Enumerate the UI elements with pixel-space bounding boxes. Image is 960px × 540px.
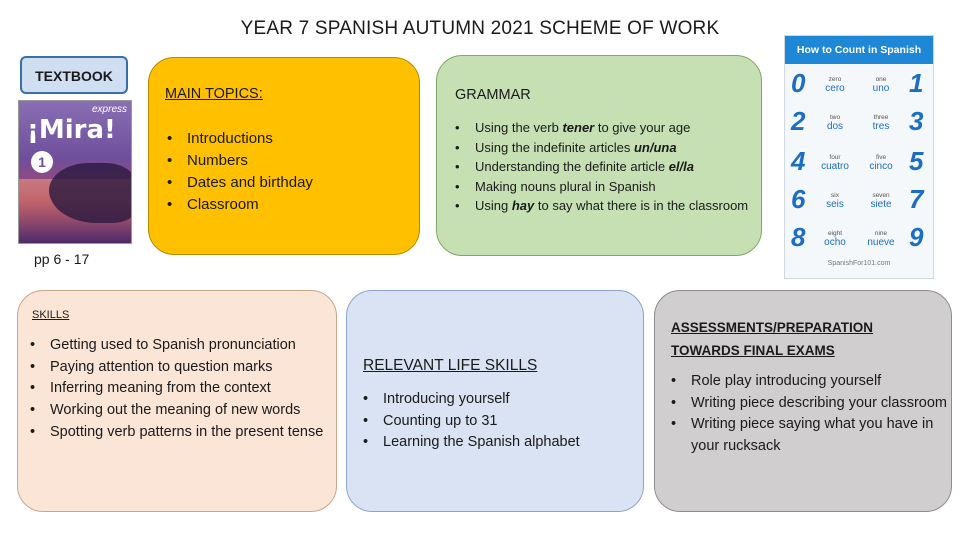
list-item: • Writing piece describing your classroom xyxy=(669,393,949,415)
poster-word-english: one xyxy=(875,76,887,83)
poster-word xyxy=(861,154,901,172)
grammar-box xyxy=(436,55,762,256)
poster-word-spanish: nueve xyxy=(867,237,895,248)
list-item: • Using the indefinite articles un/una xyxy=(453,138,753,158)
poster-word-english: zero xyxy=(828,76,842,83)
poster-digit: 9 xyxy=(909,222,924,252)
poster-digit: 0 xyxy=(791,68,806,98)
poster-word-spanish: dos xyxy=(826,121,844,132)
cover-badge: express xyxy=(91,104,127,115)
list-item: • Role play introducing yourself xyxy=(669,371,949,393)
cover-number: 1 xyxy=(31,151,53,173)
poster-word-spanish: cinco xyxy=(869,161,893,172)
page-range: pp 6 - 17 xyxy=(34,251,90,267)
poster-word xyxy=(815,154,855,172)
counting-poster xyxy=(784,35,934,279)
page-title: YEAR 7 SPANISH AUTUMN 2021 SCHEME OF WORK xyxy=(240,18,720,39)
poster-word-spanish: cero xyxy=(825,83,845,94)
poster-word-spanish: siete xyxy=(870,199,892,210)
list-item: • Spotting verb patterns in the present tense xyxy=(28,422,328,444)
main-topics-heading: MAIN TOPICS: xyxy=(165,86,263,102)
assessments-heading: ASSESSMENTS/PREPARATION TOWARDS FINAL EXAMS xyxy=(671,320,874,358)
poster-word-spanish: uno xyxy=(872,83,890,94)
poster-digit: 2 xyxy=(791,106,806,136)
poster-word-spanish: ocho xyxy=(824,237,846,248)
main-topics-list xyxy=(165,128,313,216)
poster-digit: 6 xyxy=(791,184,806,214)
list-item: • Writing piece saying what you have in your rucksack xyxy=(669,414,949,457)
poster-digit: 4 xyxy=(791,146,806,176)
poster-word-spanish: tres xyxy=(872,121,890,132)
life-skills-box xyxy=(346,290,644,512)
assessments-box xyxy=(654,290,952,512)
list-item: • Classroom xyxy=(165,194,313,216)
poster-digit: 8 xyxy=(791,222,806,252)
poster-word xyxy=(815,114,855,132)
poster-word-english: five xyxy=(875,154,887,161)
cover-title: ¡Mira! xyxy=(27,115,116,145)
skills-box xyxy=(17,290,337,512)
main-topics-box xyxy=(148,57,420,255)
poster-word xyxy=(861,192,901,210)
list-item: • Paying attention to question marks xyxy=(28,357,328,379)
textbook-label: TEXTBOOK xyxy=(20,56,128,94)
list-item: • Using hay to say what there is in the classroom xyxy=(453,196,753,216)
grammar-list xyxy=(453,118,753,216)
list-item: • Understanding the definite article el/la xyxy=(453,157,753,177)
poster-title: How to Count in Spanish xyxy=(785,36,933,64)
poster-word-english: eight xyxy=(827,230,843,237)
list-item: • Dates and birthday xyxy=(165,172,313,194)
poster-word-spanish: seis xyxy=(826,199,844,210)
poster-digit: 7 xyxy=(909,184,924,214)
poster-word xyxy=(861,114,901,132)
poster-digit: 5 xyxy=(909,146,924,176)
poster-word-english: two xyxy=(829,114,841,121)
poster-word-spanish: cuatro xyxy=(821,161,849,172)
poster-word-english: three xyxy=(873,114,889,121)
grammar-heading: GRAMMAR xyxy=(455,87,531,103)
list-item: • Using the verb tener to give your age xyxy=(453,118,753,138)
list-item: • Introductions xyxy=(165,128,313,150)
assessments-list xyxy=(669,371,949,458)
list-item: • Inferring meaning from the context xyxy=(28,378,328,400)
poster-word xyxy=(815,192,855,210)
list-item: • Working out the meaning of new words xyxy=(28,400,328,422)
poster-word xyxy=(861,230,901,248)
list-item: • Numbers xyxy=(165,150,313,172)
poster-digit: 3 xyxy=(909,106,924,136)
skills-list xyxy=(28,335,328,444)
poster-word-english: six xyxy=(831,192,839,199)
poster-word xyxy=(815,76,855,94)
poster-word-english: nine xyxy=(874,230,888,237)
poster-word xyxy=(815,230,855,248)
list-item: • Getting used to Spanish pronunciation xyxy=(28,335,328,357)
poster-footer: SpanishFor101.com xyxy=(827,260,891,267)
skills-heading: SKILLS xyxy=(32,309,70,321)
list-item: • Counting up to 31 xyxy=(361,411,641,433)
list-item: • Learning the Spanish alphabet xyxy=(361,432,641,454)
poster-word-english: four xyxy=(829,154,841,161)
life-skills-list xyxy=(361,389,641,454)
life-skills-heading: RELEVANT LIFE SKILLS xyxy=(363,357,538,374)
list-item: • Introducing yourself xyxy=(361,389,641,411)
list-item: • Making nouns plural in Spanish xyxy=(453,177,753,197)
poster-digit: 1 xyxy=(909,68,924,98)
poster-word xyxy=(861,76,901,94)
textbook-cover-image xyxy=(18,100,132,244)
poster-word-english: seven xyxy=(872,192,890,199)
